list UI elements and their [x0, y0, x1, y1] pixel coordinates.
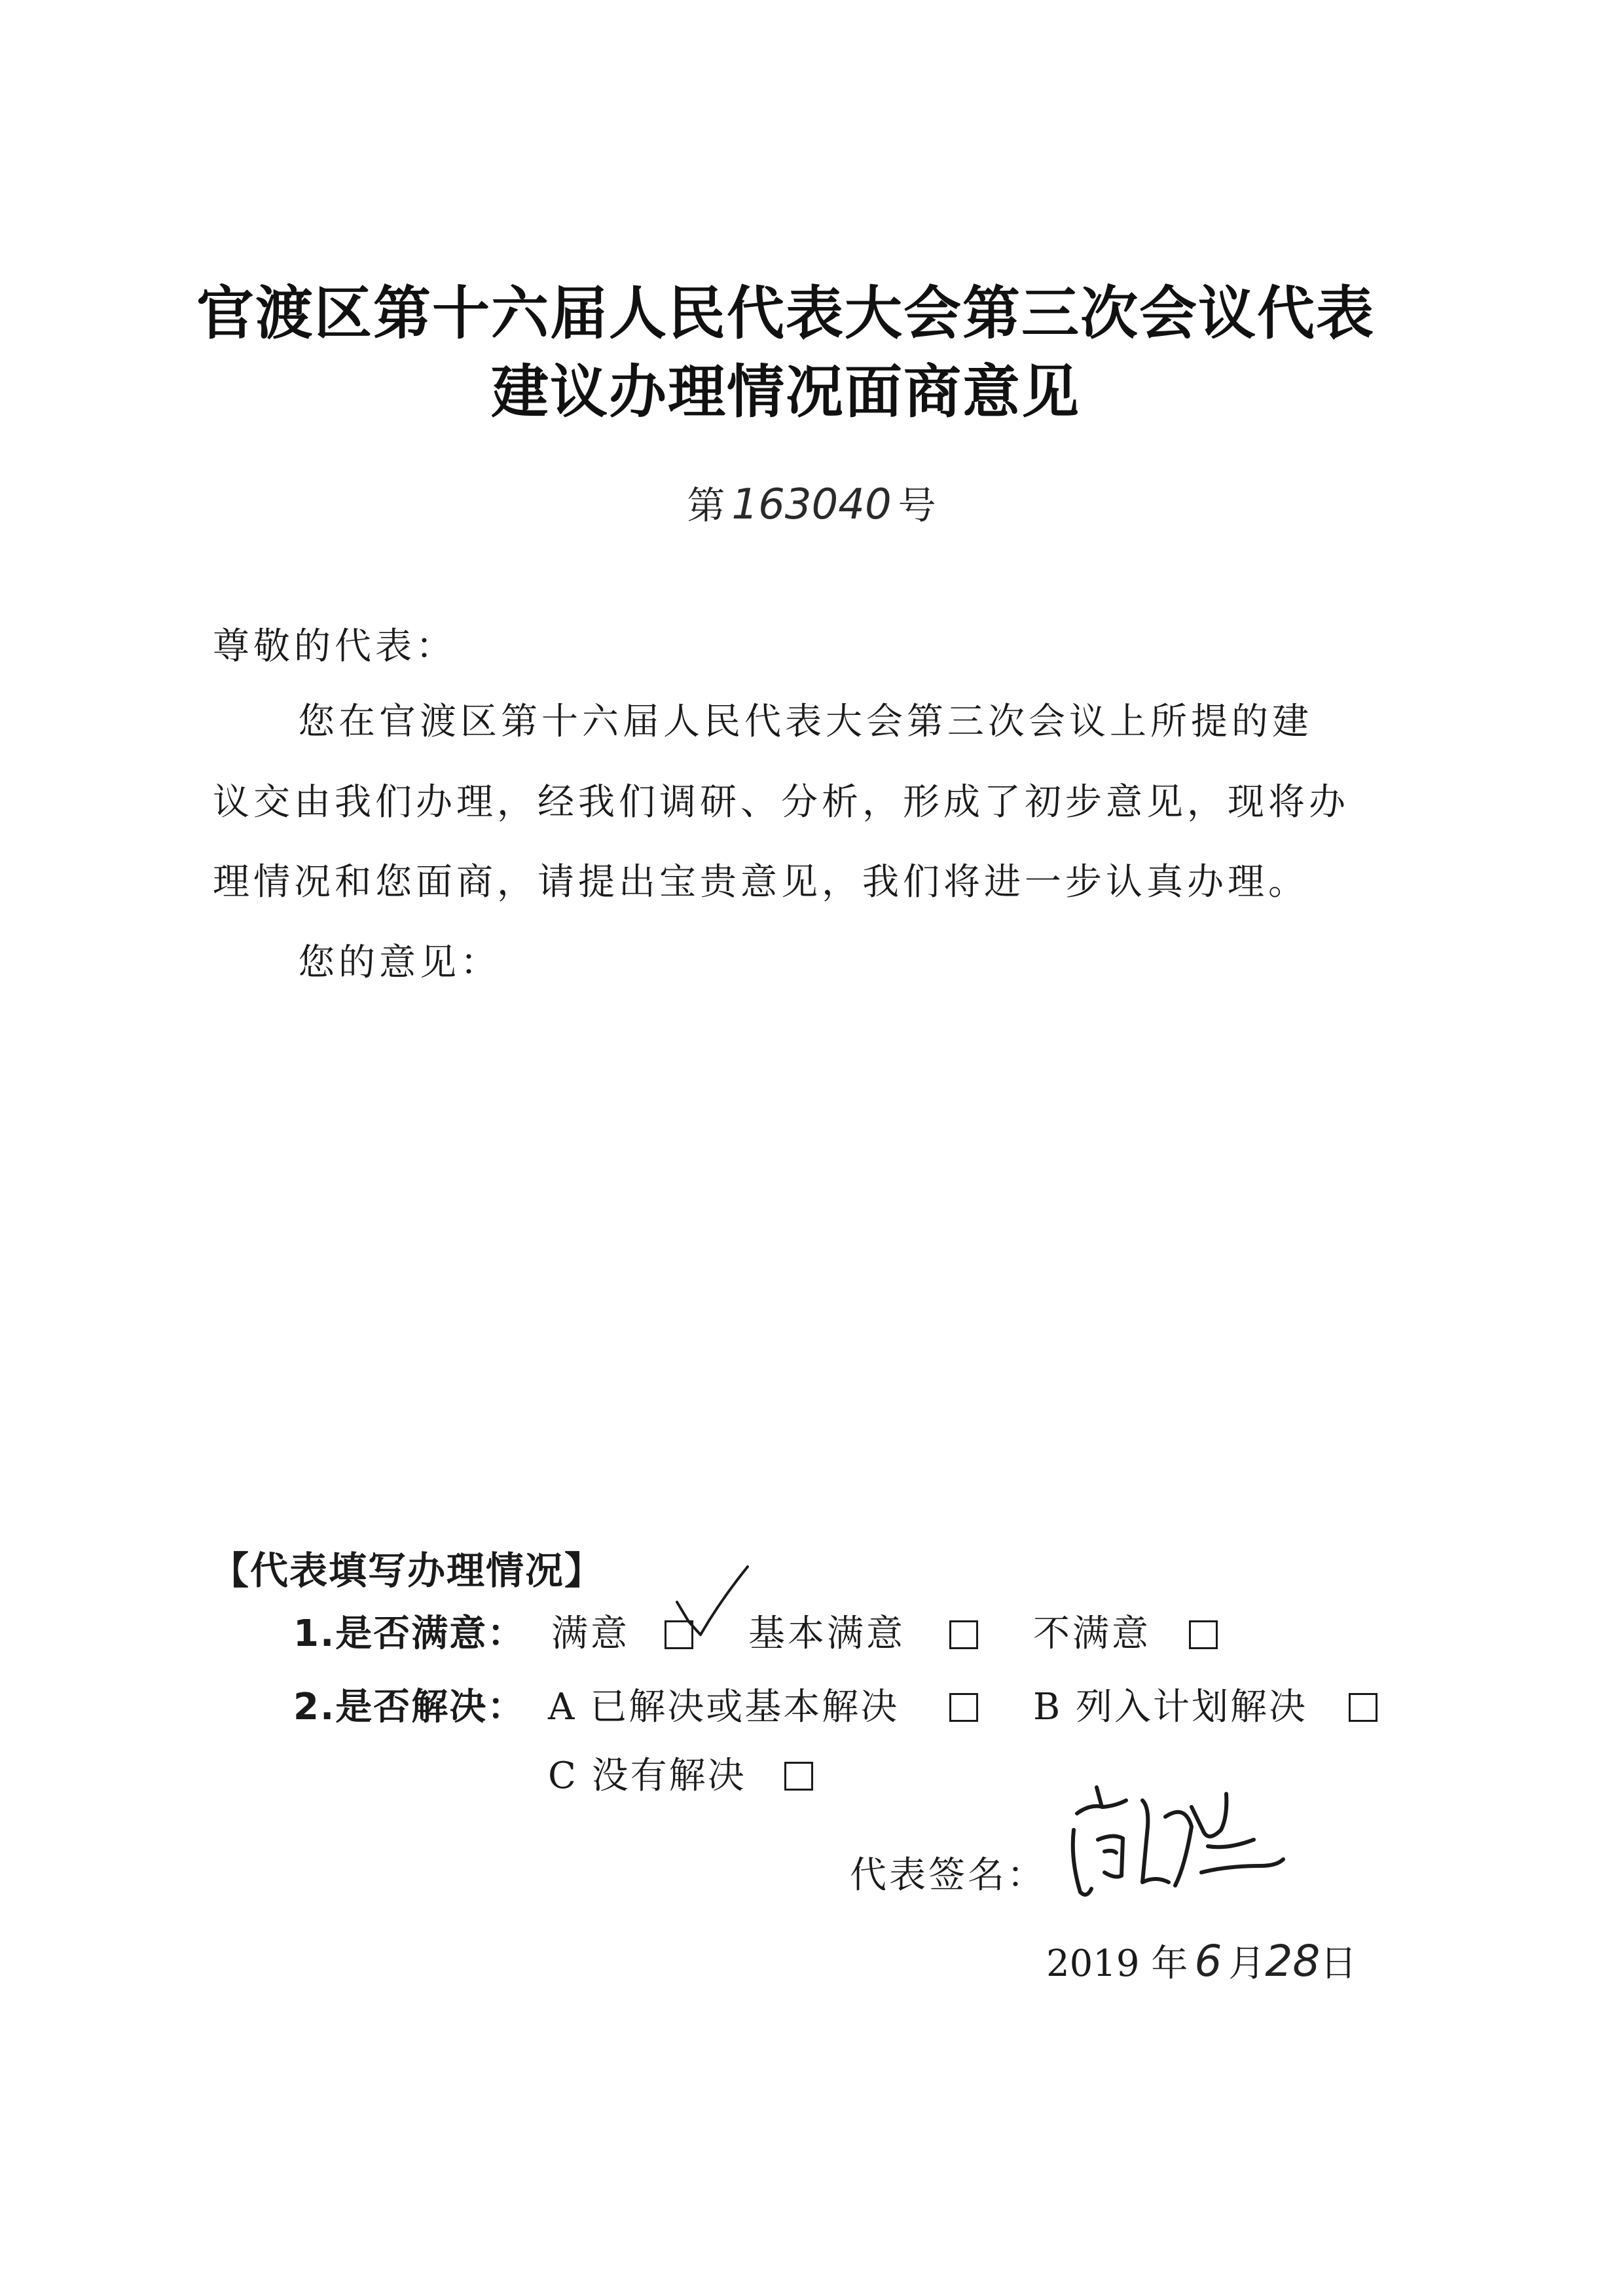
body-paragraph-line-3: 理情况和您面商，请提出宝贵意见，我们将进一步认真办理。: [213, 861, 1309, 903]
option-resolved-checkbox[interactable]: [949, 1693, 978, 1722]
document-title-line-1: 官渡区第十六届人民代表大会第三次会议代表: [196, 280, 1375, 347]
option-not-satisfied-checkbox[interactable]: [1189, 1620, 1218, 1649]
option-unresolved-checkbox[interactable]: [784, 1762, 813, 1791]
handwritten-signature: [1051, 1768, 1286, 1912]
signature-label: 代表签名：: [850, 1854, 1046, 1897]
option-basically-satisfied-checkbox[interactable]: [949, 1620, 978, 1649]
option-basically-satisfied-label: 基本满意: [748, 1613, 905, 1655]
document-title-line-2: 建议办理情况面商意见: [490, 358, 1080, 426]
body-paragraph-line-1: 您在官渡区第十六届人民代表大会第三次会议上所提的建: [298, 701, 1313, 743]
option-planned-label: B 列入计划解决: [1033, 1686, 1307, 1728]
resolution-question-label: 2.是否解决：: [293, 1686, 526, 1728]
resolution-question: [293, 1686, 526, 1728]
date-month-unit: 月: [1228, 1942, 1266, 1985]
body-paragraph-line-2: 议交由我们办理，经我们调研、分析，形成了初步意见，现将办: [213, 781, 1349, 824]
document-number-prefix: 第: [687, 483, 725, 528]
signature-date: [1046, 1936, 1357, 1986]
document-number-value: 163040: [731, 481, 892, 529]
date-year: 2019: [1046, 1942, 1140, 1985]
option-not-satisfied-label: 不满意: [1033, 1613, 1151, 1655]
checkmark-icon: [674, 1561, 753, 1647]
date-year-unit: 年: [1151, 1942, 1188, 1985]
option-unresolved-label: C 没有解决: [548, 1755, 746, 1797]
document-number-suffix: 号: [898, 483, 936, 528]
option-satisfied-label: 满意: [551, 1613, 630, 1655]
date-day: 28: [1265, 1936, 1321, 1986]
opinion-label: 您的意见：: [298, 941, 501, 984]
satisfaction-question-label: 1.是否满意：: [293, 1613, 526, 1655]
salutation: 尊敬的代表：: [213, 625, 456, 668]
satisfaction-question: [293, 1613, 526, 1655]
option-resolved-label: A 已解决或基本解决: [548, 1686, 900, 1728]
date-day-unit: 日: [1320, 1942, 1357, 1985]
feedback-section-title: 【代表填写办理情况】: [211, 1548, 604, 1593]
option-planned-checkbox[interactable]: [1349, 1693, 1377, 1722]
date-month: 6: [1194, 1936, 1222, 1986]
document-number: [0, 475, 1623, 530]
